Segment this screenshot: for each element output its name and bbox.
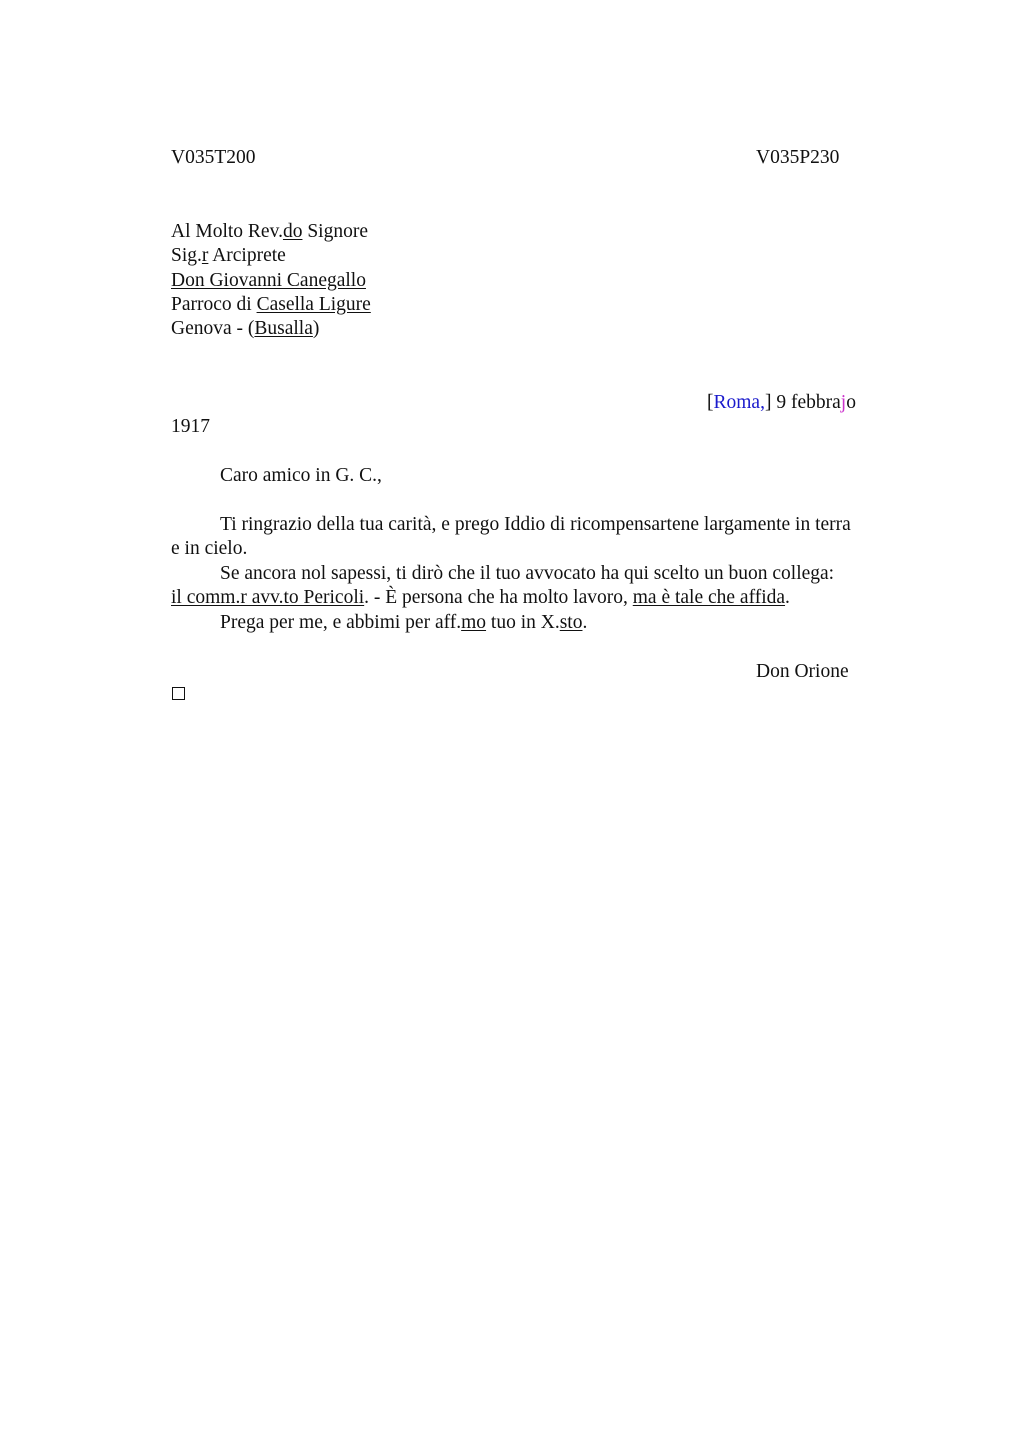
paragraph-2-line-1 bbox=[220, 562, 834, 586]
date-line bbox=[707, 391, 856, 415]
salutation-text: Caro amico in G. C., bbox=[220, 465, 382, 486]
paragraph-3 bbox=[220, 611, 587, 635]
date-year-text: 1917 bbox=[171, 416, 210, 437]
salutation bbox=[220, 464, 382, 488]
paragraph-2-line-2 bbox=[171, 586, 790, 610]
colleague-name: il comm.r avv.to Pericoli bbox=[171, 587, 365, 608]
paragraph-2-underlined-phrase: ma è tale che affida bbox=[632, 587, 786, 608]
address-line-2-pre: Sig. bbox=[171, 245, 202, 266]
paragraph-2-line-2-end: . bbox=[785, 587, 790, 608]
document-code-left bbox=[171, 146, 256, 170]
paragraph-3-pre: Prega per me, e abbimi per aff. bbox=[220, 612, 462, 633]
code-right-text: V035P230 bbox=[756, 147, 840, 168]
end-marker-box-icon bbox=[172, 687, 185, 700]
town-name: Busalla bbox=[254, 318, 313, 339]
date-year bbox=[171, 415, 210, 439]
recipient-name: Don Giovanni Canegallo bbox=[171, 270, 366, 291]
date-month-j: j bbox=[840, 392, 847, 413]
address-line-2 bbox=[171, 244, 286, 268]
paragraph-1-line-1-text: Ti ringrazio della tua carità, e prego Iddio di ricompensartene largamente in terra bbox=[220, 514, 851, 535]
paragraph-1-line-2 bbox=[171, 537, 247, 561]
paragraph-3-underlined-2: sto bbox=[559, 612, 583, 633]
paragraph-2-line-2-mid: . - È persona che ha molto lavoro, bbox=[364, 587, 633, 608]
address-line-1-post: Signore bbox=[302, 221, 368, 242]
date-open-bracket: [ bbox=[707, 392, 714, 413]
address-line-2-underlined: r bbox=[201, 245, 209, 266]
signature-text: Don Orione bbox=[756, 661, 849, 682]
paragraph-3-underlined-1: mo bbox=[461, 612, 487, 633]
date-place: Roma, bbox=[713, 392, 765, 413]
signature bbox=[756, 660, 849, 684]
address-line-5 bbox=[171, 317, 319, 341]
address-line-4-pre: Parroco di bbox=[171, 294, 257, 315]
address-line-4 bbox=[171, 293, 371, 317]
document-code-right bbox=[756, 146, 839, 170]
address-line-2-post: Arciprete bbox=[208, 245, 286, 266]
address-line-5-post: ) bbox=[312, 318, 320, 339]
paragraph-2-line-1-text: Se ancora nol sapessi, ti dirò che il tuo avvocato ha qui scelto un buon collega: bbox=[220, 563, 835, 584]
address-line-3 bbox=[171, 269, 366, 293]
code-left-text: V035T200 bbox=[171, 147, 256, 168]
paragraph-1-line-2-text: e in cielo. bbox=[171, 538, 248, 559]
paragraph-1-line-1 bbox=[220, 513, 851, 537]
paragraph-3-mid: tuo in X. bbox=[486, 612, 560, 633]
paragraph-3-end: . bbox=[582, 612, 588, 633]
address-line-1-underlined: do bbox=[282, 221, 303, 242]
address-line-1-pre: Al Molto Rev. bbox=[171, 221, 283, 242]
address-line-1 bbox=[171, 220, 368, 244]
address-line-5-pre: Genova - ( bbox=[171, 318, 255, 339]
date-month-o: o bbox=[846, 392, 856, 413]
date-day-month: ] 9 febbra bbox=[764, 392, 841, 413]
parish-name: Casella Ligure bbox=[256, 294, 371, 315]
